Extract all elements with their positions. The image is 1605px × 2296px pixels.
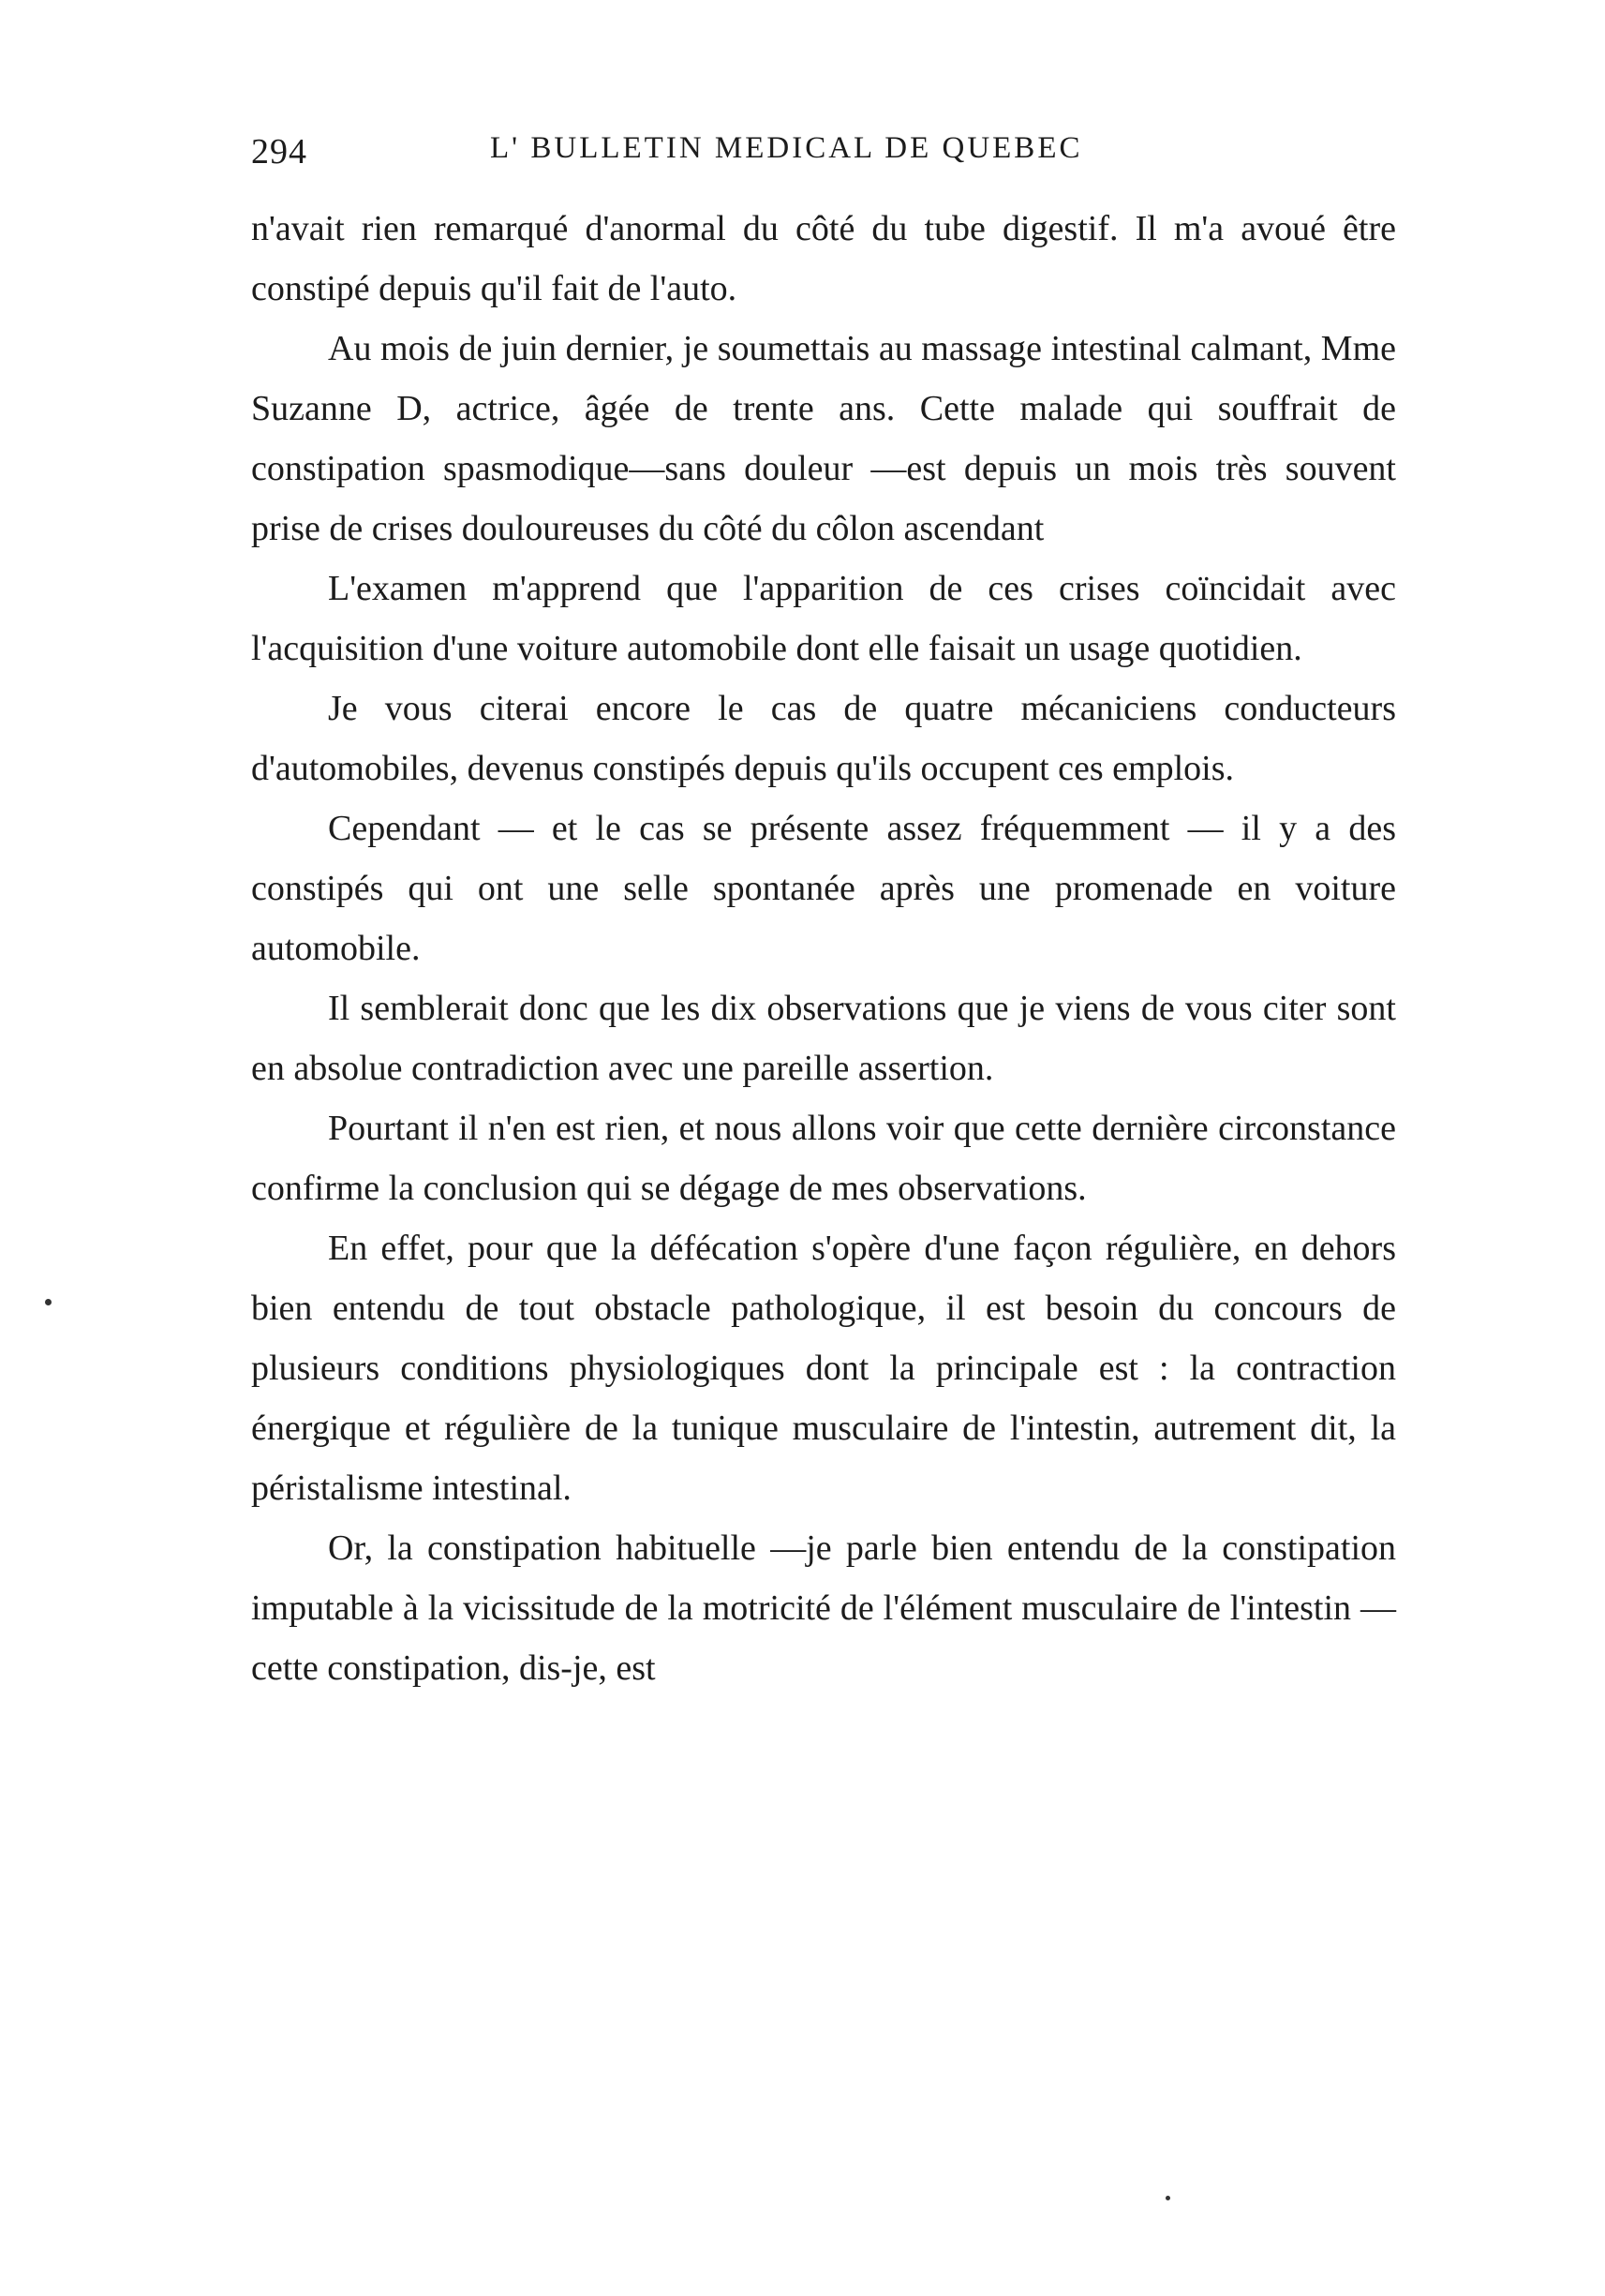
paragraph-2: Au mois de juin dernier, je soumettais au massage intestinal calmant, Mme Suzanne D, actrice, âgée de trente ans. Cette malade qui souffrait de constipation spasmodique—sans douleur —est depuis un mois très souvent prise de crises douloureuses du côté du côlon ascendant — [251, 329, 1396, 548]
paragraph-1: n'avait rien remarqué d'anormal du côté du tube digestif. Il m'a avoué être constipé depuis qu'il fait de l'auto. — [251, 209, 1396, 308]
scan-speck — [45, 1299, 52, 1305]
scan-speck — [1166, 2196, 1170, 2200]
running-head — [251, 120, 1396, 180]
running-title: L' BULLETIN MEDICAL DE QUEBEC — [490, 131, 1083, 165]
paragraph-7: Pourtant il n'en est rien, et nous allons voir que cette dernière circonstance confirme la conclusion qui se dégage de mes observations. — [251, 1109, 1396, 1208]
book-page — [251, 120, 1396, 1698]
paragraph-4: Je vous citerai encore le cas de quatre mécaniciens conducteurs d'automobiles, devenus constipés depuis qu'ils occupent ces emplois. — [251, 689, 1396, 788]
paragraph-8: En effet, pour que la défécation s'opère d'une façon régulière, en dehors bien entendu de tout obstacle pathologique, il est besoin du concours de plusieurs conditions physiologiques dont la principale est : la contraction énergique et régulière de la tunique musculaire de l'intestin, autrement dit, la péristalisme intestinal. — [251, 1229, 1396, 1508]
body-text — [251, 199, 1396, 1698]
paragraph-5: Cependant — et le cas se présente assez fréquemment — il y a des constipés qui ont une selle spontanée après une promenade en voiture automobile. — [251, 809, 1396, 968]
paragraph-6: Il semblerait donc que les dix observations que je viens de vous citer sont en absolue contradiction avec une pareille assertion. — [251, 989, 1396, 1088]
paragraph-9: Or, la constipation habituelle —je parle bien entendu de la constipation imputable à la vicissitude de la motricité de l'élément musculaire de l'intestin — cette constipation, dis-je, est — [251, 1528, 1396, 1688]
page-number: 294 — [251, 132, 307, 171]
paragraph-3: L'examen m'apprend que l'apparition de ces crises coïncidait avec l'acquisition d'une voiture automobile dont elle faisait un usage quotidien. — [251, 569, 1396, 668]
